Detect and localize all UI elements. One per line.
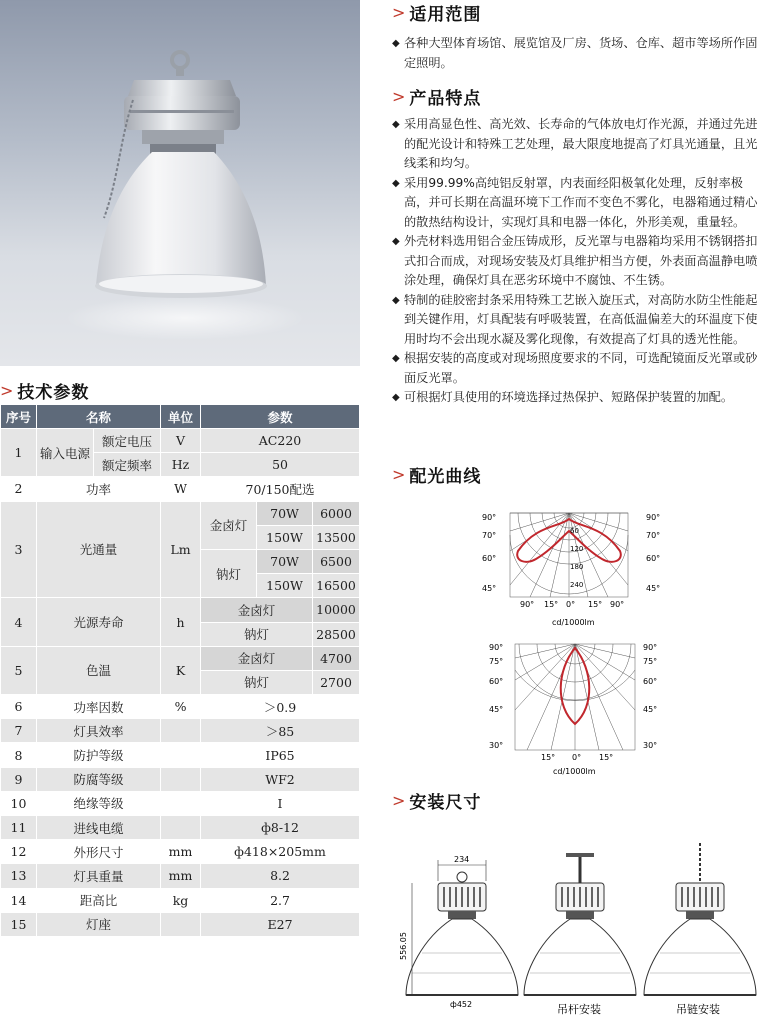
list-item: ◆ 可根据灯具使用的环境选择过热保护、短路保护装置的加配。	[392, 388, 766, 408]
diamond-bullet-icon: ◆	[392, 353, 400, 364]
table-cell: %	[161, 695, 201, 719]
scope-list	[392, 34, 766, 73]
arrow-icon: >	[392, 3, 406, 22]
table-row	[1, 695, 360, 719]
list-item: ◆ 采用99.99%高纯铝反射罩，内表面经阳极氧化处理，反射率极高，并可长期在高温环境下工作而不变色不雾化，电器箱通过精心的散热结构设计，实现灯具和电器一体化，外形美观，重量轻。	[392, 174, 766, 233]
table-row: 1 输入电源 额定电压 V AC220	[1, 429, 360, 453]
unit-label: cd/1000lm	[553, 767, 596, 776]
install-drawings	[392, 835, 766, 1020]
table-header-row	[1, 405, 360, 429]
table-cell	[161, 791, 201, 815]
list-item: ◆ 各种大型体育场馆、展览馆及厂房、货场、仓库、超市等场所作固定照明。	[392, 34, 766, 73]
table-row	[1, 888, 360, 912]
chain-mount-label: 吊链安装	[676, 1003, 720, 1016]
table-cell: 进线电缆	[37, 816, 161, 840]
chain-mount-drawing	[644, 843, 756, 995]
angle-label: 90°	[610, 600, 625, 609]
table-row: 5 色温 K 金卤灯 4700	[1, 646, 360, 670]
section-title: 产品特点	[409, 89, 482, 109]
angle-label: 60°	[646, 554, 661, 563]
table-cell: ф8-12	[201, 816, 360, 840]
angle-label: 45°	[482, 584, 497, 593]
angle-label: 15°	[599, 753, 614, 762]
section-title: 技术参数	[17, 383, 90, 403]
ring-label: 180	[570, 563, 584, 571]
table-cell	[161, 816, 201, 840]
lamp-dimension-drawing	[406, 872, 518, 995]
angle-label: 30°	[643, 741, 658, 750]
table-cell: 功率因数	[37, 695, 161, 719]
section-title: 配光曲线	[409, 467, 482, 487]
diamond-bullet-icon: ◆	[392, 392, 400, 403]
table-row: 钠灯 70W 6500	[1, 549, 360, 573]
table-cell: kg	[161, 888, 201, 912]
spec-table	[0, 404, 360, 937]
angle-label: 60°	[482, 554, 497, 563]
table-row	[1, 864, 360, 888]
ring-label: 60	[570, 527, 579, 535]
diamond-bullet-icon: ◆	[392, 294, 400, 306]
rod-mount-drawing	[524, 853, 636, 995]
angle-label: 60°	[489, 677, 504, 686]
section-title: 适用范围	[409, 5, 482, 25]
angle-label: 45°	[643, 705, 658, 714]
arrow-icon: >	[392, 465, 406, 484]
table-cell: WF2	[201, 767, 360, 791]
list-item: ◆ 外壳材料选用铝合金压铸成形，反光罩与电器箱均采用不锈钢搭扣式扣合而成，对现场安装及灯具维护相当方便，外表面高温静电喷涂处理，确保灯具在恶劣环境中不腐蚀、不生锈。	[392, 232, 766, 291]
table-cell: 灯座	[37, 912, 161, 936]
diamond-bullet-icon: ◆	[392, 119, 400, 130]
angle-label: 90°	[489, 643, 504, 652]
table-cell: 8	[1, 743, 37, 767]
table-cell: 8.2	[201, 864, 360, 888]
table-cell	[161, 767, 201, 791]
angle-label: 45°	[489, 705, 504, 714]
table-row	[1, 816, 360, 840]
product-photo	[0, 0, 360, 366]
rod-mount-label: 吊杆安装	[557, 1003, 601, 1016]
angle-label: 70°	[646, 531, 661, 540]
table-cell: 距高比	[37, 888, 161, 912]
section-header-light-curve	[392, 462, 481, 487]
table-cell: 外形尺寸	[37, 840, 161, 864]
table-cell: 10	[1, 791, 37, 815]
width-dimension: 234	[454, 855, 470, 864]
table-cell: 12	[1, 840, 37, 864]
unit-label: cd/1000lm	[552, 618, 595, 627]
list-item: ◆ 特制的硅胶密封条采用特殊工艺嵌入旋压式，对高防水防尘性能起到关键作用，灯具配装有呼吸装置，在高低温偏差大的环温度下使用时均不会出现水凝及雾化现像，有效提高了灯具的透光性能。	[392, 291, 766, 350]
table-cell: 防腐等级	[37, 767, 161, 791]
angle-label: 70°	[482, 531, 497, 540]
angle-label: 0°	[566, 600, 576, 609]
table-row: 2 功率 W 70/150配选	[1, 477, 360, 501]
table-row: 钠灯 2700	[1, 670, 360, 694]
table-cell: 防护等级	[37, 743, 161, 767]
table-cell: E27	[201, 912, 360, 936]
table-cell	[161, 912, 201, 936]
table-cell	[161, 719, 201, 743]
arrow-icon: >	[392, 87, 406, 106]
section-title: 安装尺寸	[409, 793, 482, 813]
features-list	[392, 115, 766, 408]
angle-label: 0°	[572, 753, 582, 762]
table-cell: ф418×205mm	[201, 840, 360, 864]
table-row	[1, 791, 360, 815]
angle-label: 75°	[643, 657, 658, 666]
angle-label: 90°	[520, 600, 535, 609]
table-cell: 灯具重量	[37, 864, 161, 888]
table-row	[1, 719, 360, 743]
table-row: 额定频率 Hz 50	[1, 453, 360, 477]
table-row: 钠灯 28500	[1, 622, 360, 646]
angle-label: 90°	[646, 513, 661, 522]
table-cell: 11	[1, 816, 37, 840]
angle-label: 45°	[646, 584, 661, 593]
list-item: ◆ 根据安装的高度或对现场照度要求的不同，可选配镜面反光罩或砂面反光罩。	[392, 349, 766, 388]
arrow-icon: >	[392, 791, 406, 810]
table-row	[1, 767, 360, 791]
angle-label: 15°	[588, 600, 603, 609]
header-value: 参数	[201, 405, 360, 429]
height-dimension: 556.05	[399, 932, 408, 960]
list-item: ◆ 采用高显色性、高光效、长寿命的气体放电灯作光源，并通过先进的配光设计和特殊工艺处理，最大限度地提高了灯具光通量，且光线柔和均匀。	[392, 115, 766, 174]
angle-label: 30°	[489, 741, 504, 750]
diamond-bullet-icon: ◆	[392, 38, 400, 49]
table-row: 150W 16500	[1, 574, 360, 598]
table-cell: 13	[1, 864, 37, 888]
ring-label: 240	[570, 581, 584, 589]
table-row: 150W 13500	[1, 525, 360, 549]
angle-label: 15°	[541, 753, 556, 762]
header-name: 名称	[37, 405, 161, 429]
table-cell: ＞85	[201, 719, 360, 743]
arrow-icon: >	[0, 381, 14, 400]
table-cell: 7	[1, 719, 37, 743]
angle-label: 90°	[643, 643, 658, 652]
table-cell: 灯具效率	[37, 719, 161, 743]
table-cell: ＞0.9	[201, 695, 360, 719]
diamond-bullet-icon: ◆	[392, 177, 400, 189]
light-curve-wide	[470, 505, 670, 635]
section-header-scope	[392, 0, 481, 25]
table-row	[1, 743, 360, 767]
angle-label: 90°	[482, 513, 497, 522]
table-cell: 6	[1, 695, 37, 719]
table-cell: 2.7	[201, 888, 360, 912]
diameter-dimension: ф452	[450, 1000, 473, 1009]
table-cell: mm	[161, 840, 201, 864]
table-row: 3 光通量 Lm 金卤灯 70W 6000	[1, 501, 360, 525]
diamond-bullet-icon: ◆	[392, 236, 400, 247]
angle-label: 60°	[643, 677, 658, 686]
table-cell: IP65	[201, 743, 360, 767]
header-no: 序号	[1, 405, 37, 429]
table-row	[1, 912, 360, 936]
high-bay-lamp-image	[0, 0, 360, 366]
table-row	[1, 840, 360, 864]
table-cell: 14	[1, 888, 37, 912]
ring-label: 120	[570, 545, 584, 553]
table-cell: 9	[1, 767, 37, 791]
table-cell: mm	[161, 864, 201, 888]
angle-label: 75°	[489, 657, 504, 666]
section-header-install	[392, 788, 481, 813]
table-cell: I	[201, 791, 360, 815]
table-row: 4 光源寿命 h 金卤灯 10000	[1, 598, 360, 622]
section-header-features	[392, 84, 481, 109]
table-cell	[161, 743, 201, 767]
header-unit: 单位	[161, 405, 201, 429]
table-cell: 绝缘等级	[37, 791, 161, 815]
angle-label: 15°	[544, 600, 559, 609]
table-cell: 15	[1, 912, 37, 936]
section-header-specs	[0, 378, 89, 403]
light-curve-narrow	[485, 640, 665, 780]
